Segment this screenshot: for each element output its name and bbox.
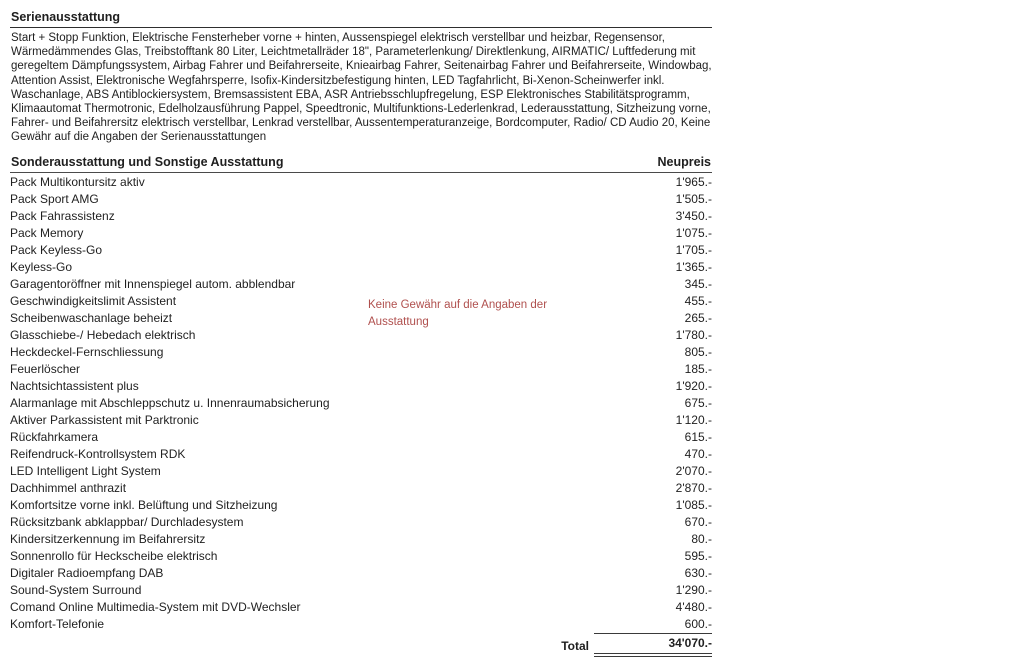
option-label: Pack Sport AMG [10, 192, 99, 207]
option-label: Rücksitzbank abklappbar/ Durchladesystem [10, 515, 244, 530]
option-label: Dachhimmel anthrazit [10, 481, 127, 496]
option-label: Geschwindigkeitslimit Assistent [10, 294, 177, 309]
option-row [10, 327, 712, 344]
option-price: 1'505.- [675, 192, 712, 207]
option-label: Pack Fahrassistenz [10, 209, 115, 224]
option-row [10, 242, 712, 259]
serien-text: Start + Stopp Funktion, Elektrische Fensterheber vorne + hinten, Aussenspiegel elektrisch verstellbar und heizbar, Regensensor, Wärmedämmendes Glas, Treibstofftank 80 Liter, Leichtmetallräder 18", Parameterlenkung/ Direktlenkung, AIRMATIC/ Luftfederung mit geregeltem Dämpfungssystem, Airbag Fahrer und Beifahrerseite, Knieairbag Fahrer, Seitenairbag Fahrer und Beifahrerseite, Windowbag, Attention Assist, Elektronische Wegfahrsperre, Isofix-Kindersitzbefestigung hinten, LED Tagfahrlicht, Bi-Xenon-Scheinwerfer inkl. Waschanlage, ABS Antiblockiersystem, Bremsassistent EBA, ASR Antriebsschlupfregelung, ESP Elektronisches Stabilitätsprogramm, Klimaautomat Thermotronic, Edelholzausführung Pappel, Speedtronic, Multifunktions-Lederlenkrad, Lederausstattung, Sitzheizung vorne, Fahrer- und Beifahrersitz elektrisch verstellbar, Lenkrad verstellbar, Aussentemperaturanzeige, Bordcomputer, Radio/ CD Audio 20, Keine Gewähr auf die Angaben der Serienausstattungen [11, 32, 712, 144]
option-price: 670.- [684, 515, 712, 530]
option-label: Pack Multikontursitz aktiv [10, 175, 145, 190]
option-row [10, 276, 712, 293]
option-price: 2'870.- [675, 481, 712, 496]
option-row [10, 208, 712, 225]
option-row [10, 463, 712, 480]
total-price-box [594, 633, 712, 657]
option-row [10, 514, 712, 531]
option-label: Aktiver Parkassistent mit Parktronic [10, 413, 199, 428]
option-label: Scheibenwaschanlage beheizt [10, 311, 173, 326]
option-row [10, 225, 712, 242]
option-label: Kindersitzerkennung im Beifahrersitz [10, 532, 206, 547]
total-price: 34'070.- [668, 635, 712, 650]
options-table [10, 174, 712, 633]
option-row [10, 480, 712, 497]
option-row [10, 344, 712, 361]
option-price: 185.- [684, 362, 712, 377]
option-price: 595.- [684, 549, 712, 564]
option-row [10, 599, 712, 616]
option-price: 1'365.- [675, 260, 712, 275]
option-label: Alarmanlage mit Abschleppschutz u. Innenraumabsicherung [10, 396, 330, 411]
option-row [10, 191, 712, 208]
option-row [10, 446, 712, 463]
option-price: 2'070.- [675, 464, 712, 479]
option-price: 1'075.- [675, 226, 712, 241]
option-row [10, 616, 712, 633]
option-price: 1'920.- [675, 379, 712, 394]
option-price: 455.- [684, 294, 712, 309]
option-row [10, 174, 712, 191]
option-price: 675.- [684, 396, 712, 411]
option-row [10, 497, 712, 514]
option-label: Rückfahrkamera [10, 430, 99, 445]
option-price: 630.- [684, 566, 712, 581]
price-column-header: Neupreis [657, 154, 711, 169]
option-row [10, 395, 712, 412]
option-price: 1'965.- [675, 175, 712, 190]
option-price: 600.- [684, 617, 712, 632]
total-row [10, 633, 712, 657]
option-price: 3'450.- [675, 209, 712, 224]
option-label: Sound-System Surround [10, 583, 142, 598]
option-price: 345.- [684, 277, 712, 292]
option-label: Glasschiebe-/ Hebedach elektrisch [10, 328, 196, 343]
option-price: 1'085.- [675, 498, 712, 513]
annotation-note: Keine Gewähr auf die Angaben der Ausstattung [368, 299, 548, 328]
option-label: Komfort-Telefonie [10, 617, 105, 632]
option-label: Reifendruck-Kontrollsystem RDK [10, 447, 186, 462]
option-row [10, 310, 712, 327]
option-row [10, 361, 712, 378]
serien-title: Serienausstattung [10, 8, 712, 28]
option-label: Pack Keyless-Go [10, 243, 103, 258]
option-row [10, 293, 712, 310]
option-price: 1'705.- [675, 243, 712, 258]
option-row [10, 548, 712, 565]
option-row [10, 582, 712, 599]
option-row [10, 531, 712, 548]
option-label: Feuerlöscher [10, 362, 81, 377]
option-label: LED Intelligent Light System [10, 464, 161, 479]
option-price: 1'290.- [675, 583, 712, 598]
option-price: 1'780.- [675, 328, 712, 343]
option-label: Keyless-Go [10, 260, 73, 275]
option-price: 265.- [684, 311, 712, 326]
option-label: Komfortsitze vorne inkl. Belüftung und Sitzheizung [10, 498, 278, 513]
option-price: 805.- [684, 345, 712, 360]
option-price: 80.- [691, 532, 712, 547]
option-label: Garagentoröffner mit Innenspiegel autom. abblendbar [10, 277, 296, 292]
option-price: 470.- [684, 447, 712, 462]
option-row [10, 378, 712, 395]
option-row [10, 429, 712, 446]
options-title: Sonderausstattung und Sonstige Ausstattung [11, 154, 284, 169]
option-price: 1'120.- [675, 413, 712, 428]
option-label: Comand Online Multimedia-System mit DVD-Wechsler [10, 600, 301, 615]
option-label: Heckdeckel-Fernschliessung [10, 345, 164, 360]
option-label: Digitaler Radioempfang DAB [10, 566, 164, 581]
option-label: Sonnenrollo für Heckscheibe elektrisch [10, 549, 218, 564]
options-section-header [10, 155, 712, 173]
option-row [10, 412, 712, 429]
option-label: Pack Memory [10, 226, 84, 241]
option-row [10, 259, 712, 276]
option-price: 615.- [684, 430, 712, 445]
option-row [10, 565, 712, 582]
total-label: Total [561, 639, 589, 654]
option-price: 4'480.- [675, 600, 712, 615]
option-label: Nachtsichtassistent plus [10, 379, 139, 394]
